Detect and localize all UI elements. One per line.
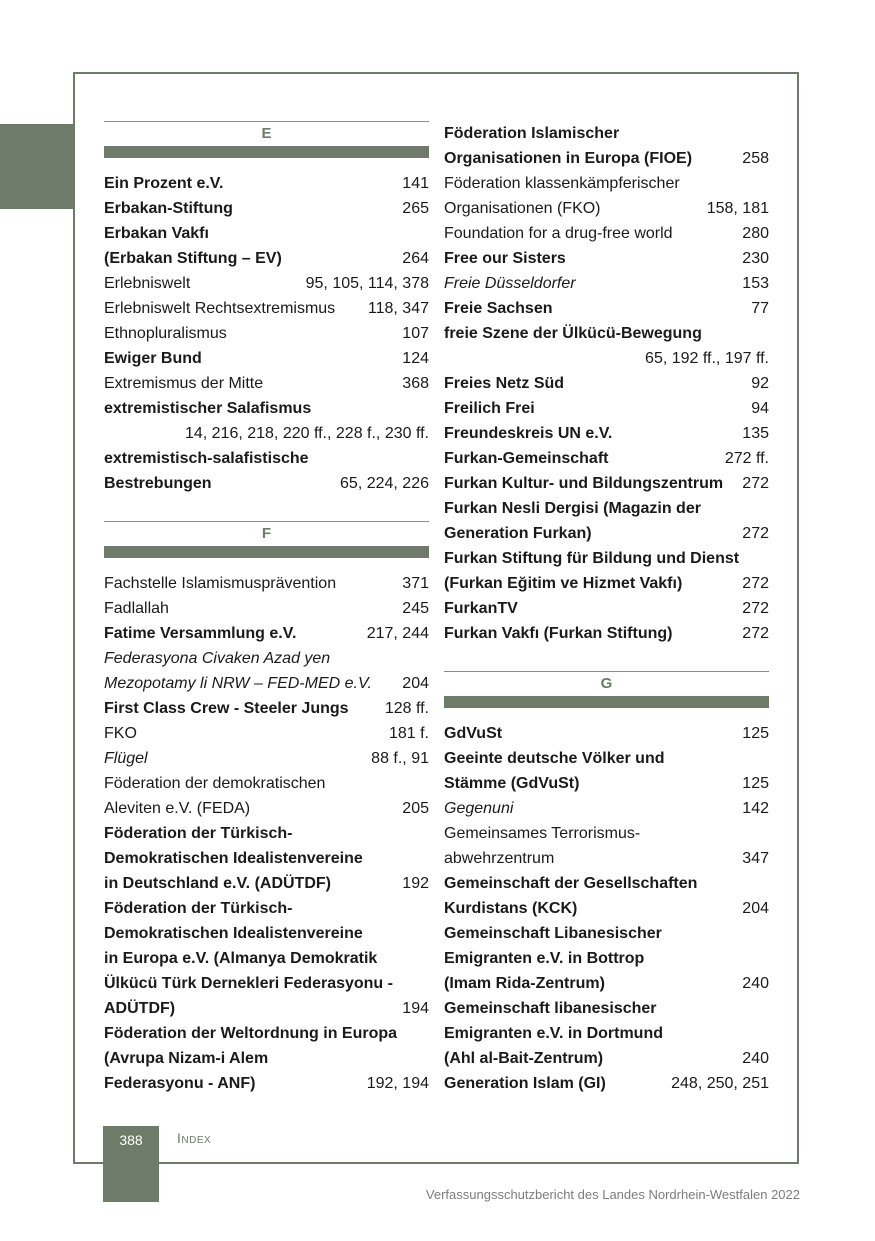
index-entry bbox=[104, 896, 429, 921]
entry-term: Demokratischen Idealistenvereine bbox=[104, 925, 363, 942]
index-entry bbox=[104, 746, 429, 771]
entry-pages: 272 bbox=[742, 525, 769, 542]
entry-term: Föderation Islamischer bbox=[444, 125, 620, 142]
index-entry bbox=[444, 421, 769, 446]
index-entry bbox=[444, 996, 769, 1021]
entry-term: Erbakan Vakfı bbox=[104, 225, 209, 242]
entry-term: Extremismus der Mitte bbox=[104, 375, 264, 392]
index-entry bbox=[444, 821, 769, 846]
index-entry bbox=[444, 521, 769, 546]
entry-term: Freie Sachsen bbox=[444, 300, 553, 317]
section-title: Index bbox=[177, 1130, 212, 1146]
entry-term: Erlebniswelt Rechtsextremismus bbox=[104, 300, 336, 317]
index-entry bbox=[444, 196, 769, 221]
page-number: 388 bbox=[103, 1126, 159, 1202]
letter-divider-bar bbox=[104, 546, 429, 558]
entry-term: Federasyona Civaken Azad yen bbox=[104, 650, 331, 667]
index-entry bbox=[444, 746, 769, 771]
entry-pages: 217, 244 bbox=[366, 625, 429, 642]
entry-pages: 153 bbox=[742, 275, 769, 292]
entry-term: Fatime Versammlung e.V. bbox=[104, 625, 297, 642]
entry-pages: 192 bbox=[402, 875, 429, 892]
index-entry bbox=[444, 546, 769, 571]
index-entry bbox=[104, 1046, 429, 1071]
index-entry bbox=[444, 971, 769, 996]
entry-pages: 65, 192 ff., 197 ff. bbox=[645, 350, 769, 367]
entry-pages: 272 bbox=[742, 625, 769, 642]
index-entry bbox=[104, 671, 429, 696]
entry-pages: 258 bbox=[742, 150, 769, 167]
entry-term: Free our Sisters bbox=[444, 250, 566, 267]
index-entry bbox=[444, 371, 769, 396]
entry-term: Furkan Stiftung für Bildung und Dienst bbox=[444, 550, 740, 567]
index-entry bbox=[444, 121, 769, 146]
entry-term: abwehrzentrum bbox=[444, 850, 555, 867]
entry-pages: 205 bbox=[402, 800, 429, 817]
index-entry bbox=[444, 296, 769, 321]
letter-divider-bar bbox=[444, 696, 769, 708]
entry-term: Ülkücü Türk Dernekleri Federasyonu - bbox=[104, 975, 393, 992]
entry-term: Aleviten e.V. (FEDA) bbox=[104, 800, 251, 817]
index-entry bbox=[104, 596, 429, 621]
index-entry bbox=[104, 771, 429, 796]
entry-pages: 77 bbox=[751, 300, 769, 317]
entry-term: extremistisch-salafistische bbox=[104, 450, 309, 467]
entry-pages: 125 bbox=[742, 725, 769, 742]
index-entry bbox=[104, 821, 429, 846]
section-tab-marker bbox=[0, 124, 74, 209]
index-entry bbox=[444, 846, 769, 871]
entry-pages: 118, 347 bbox=[367, 300, 429, 317]
entry-term: Freies Netz Süd bbox=[444, 375, 565, 392]
entry-pages: 95, 105, 114, 378 bbox=[305, 275, 429, 292]
entry-term: Gemeinschaft der Gesellschaften bbox=[444, 875, 698, 892]
entry-term: GdVuSt bbox=[444, 725, 503, 742]
index-entry bbox=[444, 496, 769, 521]
entry-term: FKO bbox=[104, 725, 137, 742]
index-entry bbox=[444, 221, 769, 246]
index-letter-heading: E bbox=[104, 121, 429, 146]
index-entry bbox=[104, 721, 429, 746]
entry-pages: 128 ff. bbox=[384, 700, 429, 717]
index-entry bbox=[104, 921, 429, 946]
entry-pages: 88 f., 91 bbox=[371, 750, 429, 767]
entry-pages: 272 bbox=[742, 575, 769, 592]
entry-term: Furkan Nesli Dergisi (Magazin der bbox=[444, 500, 701, 517]
index-entry bbox=[104, 196, 429, 221]
entry-pages: 240 bbox=[742, 1050, 769, 1067]
index-column-right bbox=[444, 121, 769, 1096]
entry-term: Kurdistans (KCK) bbox=[444, 900, 578, 917]
index-entry bbox=[104, 471, 429, 496]
entry-term: (Imam Rida-Zentrum) bbox=[444, 975, 605, 992]
index-entry bbox=[104, 371, 429, 396]
entry-pages: 371 bbox=[402, 575, 429, 592]
spacer bbox=[104, 496, 429, 521]
index-entry bbox=[444, 1021, 769, 1046]
entry-pages: 240 bbox=[742, 975, 769, 992]
entry-term: Geeinte deutsche Völker und bbox=[444, 750, 665, 767]
index-entry bbox=[104, 221, 429, 246]
entry-pages: 141 bbox=[402, 175, 429, 192]
entry-term: Organisationen (FKO) bbox=[444, 200, 601, 217]
spacer bbox=[444, 646, 769, 671]
entry-pages: 204 bbox=[742, 900, 769, 917]
entry-term: Ewiger Bund bbox=[104, 350, 202, 367]
index-entry bbox=[444, 621, 769, 646]
entry-term: Furkan Kultur- und Bildungszentrum bbox=[444, 475, 724, 492]
entry-term: ADÜTDF) bbox=[104, 1000, 176, 1017]
index-entry bbox=[444, 146, 769, 171]
entry-pages: 368 bbox=[402, 375, 429, 392]
index-entry bbox=[444, 771, 769, 796]
entry-pages: 264 bbox=[402, 250, 429, 267]
index-entry bbox=[444, 321, 769, 346]
entry-term: Gemeinschaft Libanesischer bbox=[444, 925, 662, 942]
index-entry bbox=[104, 796, 429, 821]
entry-pages: 107 bbox=[402, 325, 429, 342]
entry-term: Flügel bbox=[104, 750, 148, 767]
entry-term: (Ahl al-Bait-Zentrum) bbox=[444, 1050, 604, 1067]
entry-term: Stämme (GdVuSt) bbox=[444, 775, 580, 792]
entry-term: Bestrebungen bbox=[104, 475, 212, 492]
entry-pages: 272 ff. bbox=[724, 450, 769, 467]
footer-text: Verfassungsschutzbericht des Landes Nordrhein-Westfalen 2022 bbox=[425, 1187, 800, 1202]
index-entry bbox=[104, 646, 429, 671]
entry-term: (Furkan Eğitim ve Hizmet Vakfı) bbox=[444, 575, 683, 592]
index-letter-heading: G bbox=[444, 671, 769, 696]
entry-term: Generation Furkan) bbox=[444, 525, 592, 542]
entry-pages: 272 bbox=[742, 475, 769, 492]
entry-term: Ein Prozent e.V. bbox=[104, 175, 224, 192]
index-entry bbox=[444, 246, 769, 271]
entry-term: Erlebniswelt bbox=[104, 275, 191, 292]
entry-pages: 280 bbox=[742, 225, 769, 242]
index-entry bbox=[104, 1021, 429, 1046]
index-entry bbox=[104, 696, 429, 721]
index-entry bbox=[444, 896, 769, 921]
entry-pages: 194 bbox=[402, 1000, 429, 1017]
letter-divider-bar bbox=[104, 146, 429, 158]
entry-term: Gemeinsames Terrorismus- bbox=[444, 825, 641, 842]
entry-term: Fachstelle Islamismusprävention bbox=[104, 575, 337, 592]
index-entry bbox=[444, 571, 769, 596]
entry-pages: 135 bbox=[742, 425, 769, 442]
entry-term: extremistischer Salafismus bbox=[104, 400, 312, 417]
entry-pages: 181 f. bbox=[388, 725, 429, 742]
index-entry bbox=[104, 396, 429, 421]
entry-term: (Avrupa Nizam-i Alem bbox=[104, 1050, 269, 1067]
entry-term: Föderation der Türkisch- bbox=[104, 825, 293, 842]
entry-pages: 272 bbox=[742, 600, 769, 617]
entry-pages: 124 bbox=[402, 350, 429, 367]
entry-pages: 245 bbox=[402, 600, 429, 617]
entry-term: Demokratischen Idealistenvereine bbox=[104, 850, 363, 867]
index-letter-heading: F bbox=[104, 521, 429, 546]
index-entry bbox=[104, 621, 429, 646]
index-entry bbox=[444, 346, 769, 371]
entry-pages: 142 bbox=[742, 800, 769, 817]
index-entry bbox=[444, 1046, 769, 1071]
index-entry bbox=[104, 571, 429, 596]
entry-term: Freundeskreis UN e.V. bbox=[444, 425, 613, 442]
entry-term: Generation Islam (GI) bbox=[444, 1075, 606, 1092]
index-entry bbox=[444, 396, 769, 421]
entry-pages: 265 bbox=[402, 200, 429, 217]
index-entry bbox=[104, 871, 429, 896]
index-column-left bbox=[104, 121, 429, 1096]
index-entry bbox=[444, 871, 769, 896]
index-entry bbox=[104, 946, 429, 971]
entry-pages: 65, 224, 226 bbox=[340, 475, 429, 492]
entry-pages: 94 bbox=[751, 400, 769, 417]
entry-term: Furkan-Gemeinschaft bbox=[444, 450, 609, 467]
entry-term: Furkan Vakfı (Furkan Stiftung) bbox=[444, 625, 673, 642]
entry-term: freie Szene der Ülkücü-Bewegung bbox=[444, 325, 702, 342]
index-entry bbox=[104, 271, 429, 296]
index-entry bbox=[104, 971, 429, 996]
index-entry bbox=[444, 921, 769, 946]
entry-term: Föderation der Türkisch- bbox=[104, 900, 293, 917]
index-entry bbox=[444, 946, 769, 971]
entry-pages: 347 bbox=[742, 850, 769, 867]
entry-term: FurkanTV bbox=[444, 600, 518, 617]
entry-term: Freilich Frei bbox=[444, 400, 535, 417]
index-entry bbox=[104, 846, 429, 871]
entry-term: Foundation for a drug-free world bbox=[444, 225, 673, 242]
index-entry bbox=[104, 346, 429, 371]
entry-term: Föderation der Weltordnung in Europa bbox=[104, 1025, 398, 1042]
index-entry bbox=[104, 246, 429, 271]
entry-term: Erbakan-Stiftung bbox=[104, 200, 233, 217]
entry-pages: 192, 194 bbox=[366, 1075, 429, 1092]
entry-term: Mezopotamy li NRW – FED-MED e.V. bbox=[104, 675, 372, 692]
index-entry bbox=[104, 1071, 429, 1096]
entry-term: Ethnopluralismus bbox=[104, 325, 227, 342]
index-entry bbox=[104, 321, 429, 346]
index-entry bbox=[104, 171, 429, 196]
index-entry bbox=[444, 271, 769, 296]
index-entry bbox=[444, 721, 769, 746]
entry-pages: 248, 250, 251 bbox=[671, 1075, 769, 1092]
entry-pages: 204 bbox=[402, 675, 429, 692]
entry-term: First Class Crew - Steeler Jungs bbox=[104, 700, 349, 717]
index-entry bbox=[104, 446, 429, 471]
entry-term: Emigranten e.V. in Dortmund bbox=[444, 1025, 663, 1042]
entry-pages: 230 bbox=[742, 250, 769, 267]
index-entry bbox=[444, 796, 769, 821]
entry-term: Föderation der demokratischen bbox=[104, 775, 326, 792]
entry-term: in Europa e.V. (Almanya Demokratik bbox=[104, 950, 378, 967]
index-entry bbox=[444, 446, 769, 471]
entry-pages: 14, 216, 218, 220 ff., 228 f., 230 ff. bbox=[184, 425, 429, 442]
entry-term: Organisationen in Europa (FIOE) bbox=[444, 150, 693, 167]
entry-term: Fadlallah bbox=[104, 600, 169, 617]
index-entry bbox=[444, 171, 769, 196]
entry-term: in Deutschland e.V. (ADÜTDF) bbox=[104, 875, 331, 892]
entry-term: Föderation klassenkämpferischer bbox=[444, 175, 680, 192]
entry-pages: 125 bbox=[742, 775, 769, 792]
entry-term: Gegenuni bbox=[444, 800, 514, 817]
entry-pages: 158, 181 bbox=[706, 200, 769, 217]
index-entry bbox=[444, 471, 769, 496]
entry-term: (Erbakan Stiftung – EV) bbox=[104, 250, 282, 267]
index-entry bbox=[104, 996, 429, 1021]
entry-term: Freie Düsseldorfer bbox=[444, 275, 576, 292]
index-entry bbox=[444, 1071, 769, 1096]
index-entry bbox=[104, 421, 429, 446]
index-entry bbox=[104, 296, 429, 321]
entry-term: Emigranten e.V. in Bottrop bbox=[444, 950, 645, 967]
entry-pages: 92 bbox=[751, 375, 769, 392]
entry-term: Gemeinschaft libanesischer bbox=[444, 1000, 657, 1017]
index-entry bbox=[444, 596, 769, 621]
entry-term: Federasyonu - ANF) bbox=[104, 1075, 256, 1092]
